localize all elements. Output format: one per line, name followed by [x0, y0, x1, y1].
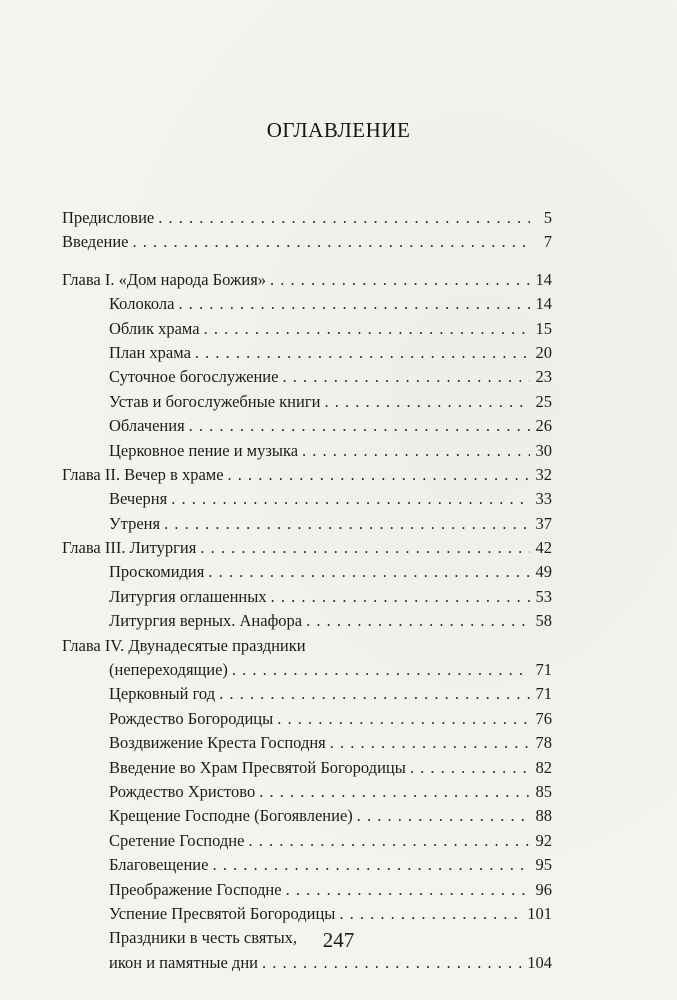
dot-leader — [277, 707, 530, 731]
toc-entry-page: 32 — [535, 464, 552, 484]
toc-entry — [62, 829, 552, 853]
dot-leader — [357, 804, 530, 828]
toc-entry-label: Воздвижение Креста Господня — [109, 733, 326, 753]
dot-leader — [324, 390, 530, 414]
toc-entry — [62, 951, 552, 975]
toc-entry — [62, 853, 552, 877]
toc-entry-label: Рождество Христово — [109, 781, 256, 801]
toc-entry-page: 71 — [535, 660, 552, 680]
toc-entry-page: 78 — [535, 733, 552, 753]
toc-entry-page: 49 — [535, 562, 552, 582]
toc-entry-page: 33 — [535, 489, 552, 509]
toc-entry-page: 88 — [535, 806, 552, 826]
toc-entry-label: Введение во Храм Пресвятой Богородицы — [109, 757, 406, 777]
toc-entry-label: Облик храма — [109, 318, 200, 338]
toc-entry-page: 95 — [535, 855, 552, 875]
toc-entry-page: 42 — [535, 538, 552, 558]
toc-entry-label: Крещение Господне (Богоявление) — [109, 806, 353, 826]
toc-entry-label: Глава III. Литургия — [62, 538, 197, 558]
toc-entry — [62, 439, 552, 463]
toc-entry-page: 23 — [535, 367, 552, 387]
dot-leader — [232, 658, 530, 682]
toc-entry-page: 53 — [535, 586, 552, 606]
dot-leader — [133, 230, 530, 254]
dot-leader — [339, 902, 523, 926]
toc-entry — [62, 878, 552, 902]
dot-leader — [248, 829, 530, 853]
toc-entry-label: Проскомидия — [109, 562, 205, 582]
toc-entry — [62, 414, 552, 438]
toc-entry — [62, 682, 552, 706]
table-of-contents — [62, 206, 552, 975]
toc-chapter-4-continuation — [62, 658, 552, 682]
dot-leader — [410, 756, 530, 780]
dot-leader — [219, 682, 530, 706]
dot-leader — [158, 206, 530, 230]
toc-entry-label: икон и памятные дни — [109, 952, 258, 972]
dot-leader — [212, 853, 530, 877]
dot-leader — [259, 780, 530, 804]
toc-chapter-3 — [62, 536, 552, 560]
toc-entry-page: 15 — [535, 318, 552, 338]
toc-entry-page: 104 — [527, 952, 552, 972]
toc-entry-label: Колокола — [109, 294, 175, 314]
toc-entry-page: 82 — [535, 757, 552, 777]
toc-entry-label: Рождество Богородицы — [109, 708, 274, 728]
dot-leader — [208, 560, 530, 584]
toc-entry-label: Церковное пение и музыка — [109, 440, 299, 460]
toc-entry — [62, 487, 552, 511]
dot-leader — [164, 512, 530, 536]
toc-entry-page: 92 — [535, 830, 552, 850]
toc-entry-label: Глава IV. Двунадесятые праздники — [62, 635, 306, 655]
toc-chapter-2 — [62, 463, 552, 487]
toc-entry-label: Утреня — [109, 513, 161, 533]
toc-entry-page: 25 — [535, 391, 552, 411]
toc-chapter-1 — [62, 268, 552, 292]
toc-entry-label: Литургия оглашенных — [109, 586, 267, 606]
toc-entry-label: Преображение Господне — [109, 879, 282, 899]
toc-entry-page: 58 — [535, 611, 552, 631]
toc-entry-label: Сретение Господне — [109, 830, 245, 850]
toc-entry — [62, 292, 552, 316]
toc-entry-page: 5 — [543, 208, 552, 227]
toc-entry — [62, 609, 552, 633]
dot-leader — [286, 878, 530, 902]
dot-leader — [306, 609, 530, 633]
toc-entry — [62, 756, 552, 780]
toc-entry-label: Облачения — [109, 416, 185, 436]
page-number: 247 — [322, 928, 355, 952]
toc-entry — [62, 902, 552, 926]
toc-entry-label: Успение Пресвятой Богородицы — [109, 903, 336, 923]
dot-leader — [204, 317, 530, 341]
dot-leader — [302, 439, 530, 463]
toc-entry — [62, 512, 552, 536]
toc-entry-page: 85 — [535, 781, 552, 801]
page-title: ОГЛАВЛЕНИЕ — [266, 118, 411, 142]
toc-entry — [62, 365, 552, 389]
toc-entry — [62, 390, 552, 414]
dot-leader — [270, 268, 530, 292]
toc-chapter-4 — [62, 634, 552, 658]
toc-entry-label: Введение — [62, 232, 129, 252]
dot-leader — [330, 731, 530, 755]
dot-leader — [195, 341, 530, 365]
toc-entry-preface — [62, 206, 552, 230]
toc-entry-label: Праздники в честь святых, — [109, 928, 298, 948]
toc-entry-page: 20 — [535, 342, 552, 362]
toc-entry-introduction — [62, 230, 552, 254]
toc-entry-label: План храма — [109, 342, 191, 362]
dot-leader — [271, 585, 530, 609]
toc-entry — [62, 707, 552, 731]
toc-entry-page: 37 — [535, 513, 552, 533]
dot-leader — [282, 365, 530, 389]
toc-entry-page: 14 — [535, 269, 552, 289]
toc-entry-page: 7 — [543, 232, 552, 252]
toc-entry-label: Глава I. «Дом народа Божия» — [62, 269, 267, 289]
toc-entry-label: Церковный год — [109, 684, 216, 704]
toc-entry — [62, 731, 552, 755]
dot-leader — [228, 463, 530, 487]
toc-entry — [62, 585, 552, 609]
toc-entry-label: Суточное богослужение — [109, 367, 279, 387]
toc-entry-label: Вечерня — [109, 489, 168, 509]
toc-entry-page: 71 — [535, 684, 552, 704]
toc-entry-label: (непереходящие) — [109, 660, 228, 680]
dot-leader — [189, 414, 530, 438]
dot-leader — [262, 951, 523, 975]
toc-entry-page: 14 — [535, 294, 552, 314]
toc-entry-label: Глава II. Вечер в храме — [62, 464, 224, 484]
toc-entry — [62, 804, 552, 828]
dot-leader — [171, 487, 530, 511]
toc-entry — [62, 317, 552, 341]
toc-entry-label: Устав и богослужебные книги — [109, 391, 321, 411]
toc-entry-page: 101 — [527, 903, 552, 923]
toc-entry-label: Предисловие — [62, 208, 155, 227]
toc-entry-label: Благовещение — [109, 855, 209, 875]
toc-entry — [62, 341, 552, 365]
toc-entry-label: Литургия верных. Анафора — [109, 611, 303, 631]
toc-entry-page: 26 — [535, 416, 552, 436]
dot-leader — [178, 292, 530, 316]
toc-entry — [62, 560, 552, 584]
toc-entry-page: 96 — [535, 879, 552, 899]
toc-entry-page: 76 — [535, 708, 552, 728]
toc-entry — [62, 780, 552, 804]
toc-entry-page: 30 — [535, 440, 552, 460]
dot-leader — [200, 536, 530, 560]
